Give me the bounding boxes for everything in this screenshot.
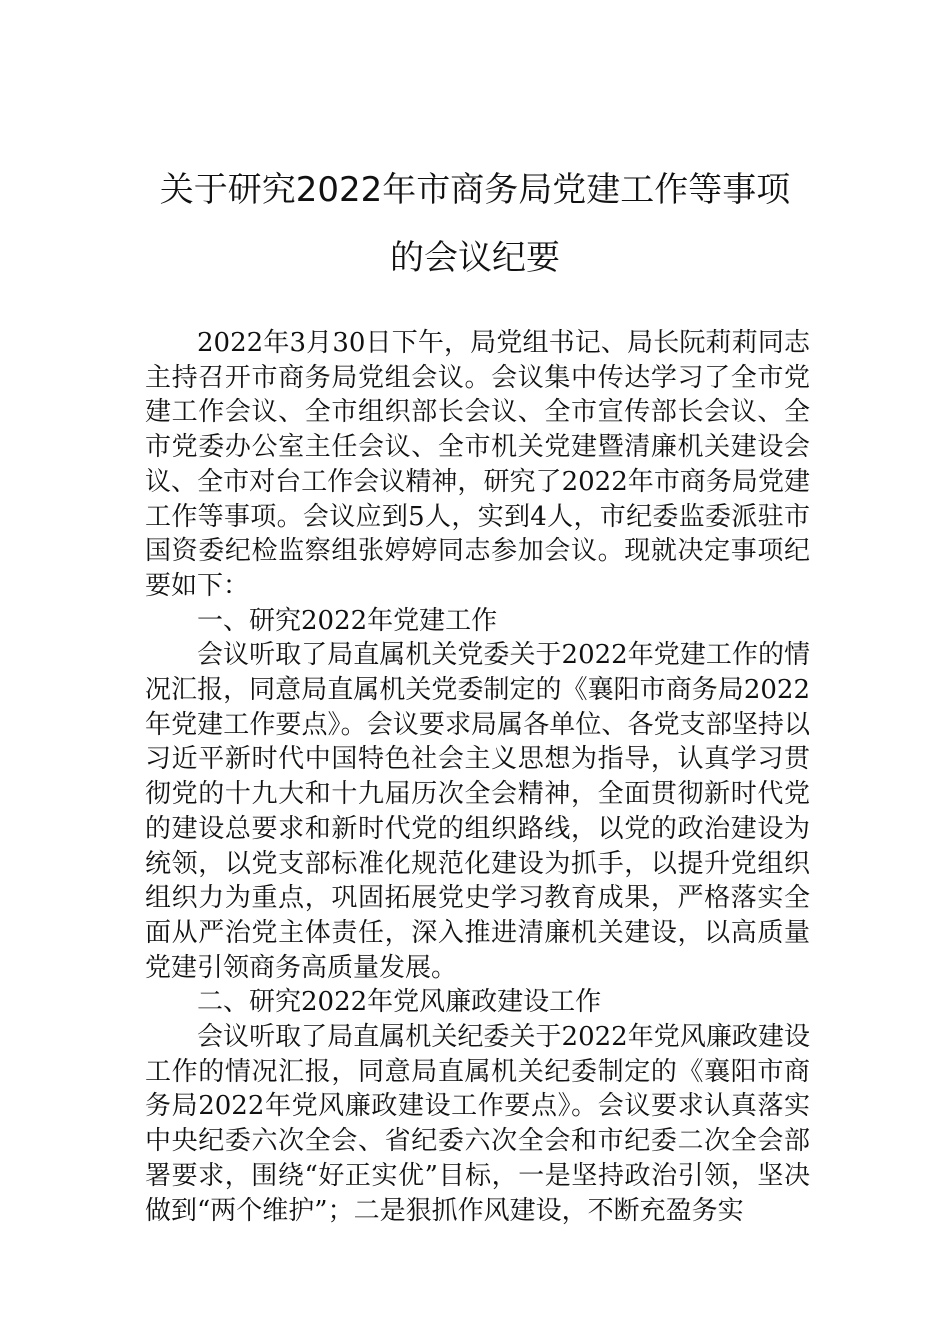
document-title-line-2: 的会议纪要 xyxy=(390,238,560,278)
paragraph-section-1: 会议听取了局直属机关党委关于2022年党建工作的情况汇报，同意局直属机关党委制定的《襄阳市商务局2022年党建工作要点》。会议要求局属各单位、各党支部坚持以习近平新时代中国特色社会主义思想为指导，认真学习贯彻党的十九大和十九届历次全会精神，全面贯彻新时代党的建设总要求和新时代党的组织路线，以党的政治建设为统领，以党支部标准化规范化建设为抓手，以提升党组织组织力为重点，巩固拓展党史学习教育成果，严格落实全面从严治党主体责任，深入推进清廉机关建设，以高质量党建引领商务高质量发展。 xyxy=(145,640,810,983)
paragraph-section-2: 会议听取了局直属机关纪委关于2022年党风廉政建设工作的情况汇报，同意局直属机关纪委制定的《襄阳市商务局2022年党风廉政建设工作要点》。会议要求认真落实中央纪委六次全会、省纪委六次全会和市纪委二次全会部署要求，围绕“好正实优”目标，一是坚持政治引领，坚决做到“两个维护”；二是狠抓作风建设，不断充盈务实 xyxy=(145,1022,810,1226)
paragraph-intro: 2022年3月30日下午，局党组书记、局长阮莉莉同志主持召开市商务局党组会议。会议集中传达学习了全市党建工作会议、全市组织部长会议、全市宣传部长会议、全市党委办公室主任会议、全市机关党建暨清廉机关建设会议、全市对台工作会议精神，研究了2022年市商务局党建工作等事项。会议应到5人，实到4人，市纪委监委派驻市国资委纪检监察组张婷婷同志参加会议。现就决定事项纪要如下： xyxy=(145,328,810,601)
document-title-line-1: 关于研究2022年市商务局党建工作等事项 xyxy=(159,170,791,210)
section-heading-1: 一、研究2022年党建工作 xyxy=(197,605,498,636)
section-heading-2: 二、研究2022年党风廉政建设工作 xyxy=(197,987,602,1018)
document-body xyxy=(145,326,810,1228)
